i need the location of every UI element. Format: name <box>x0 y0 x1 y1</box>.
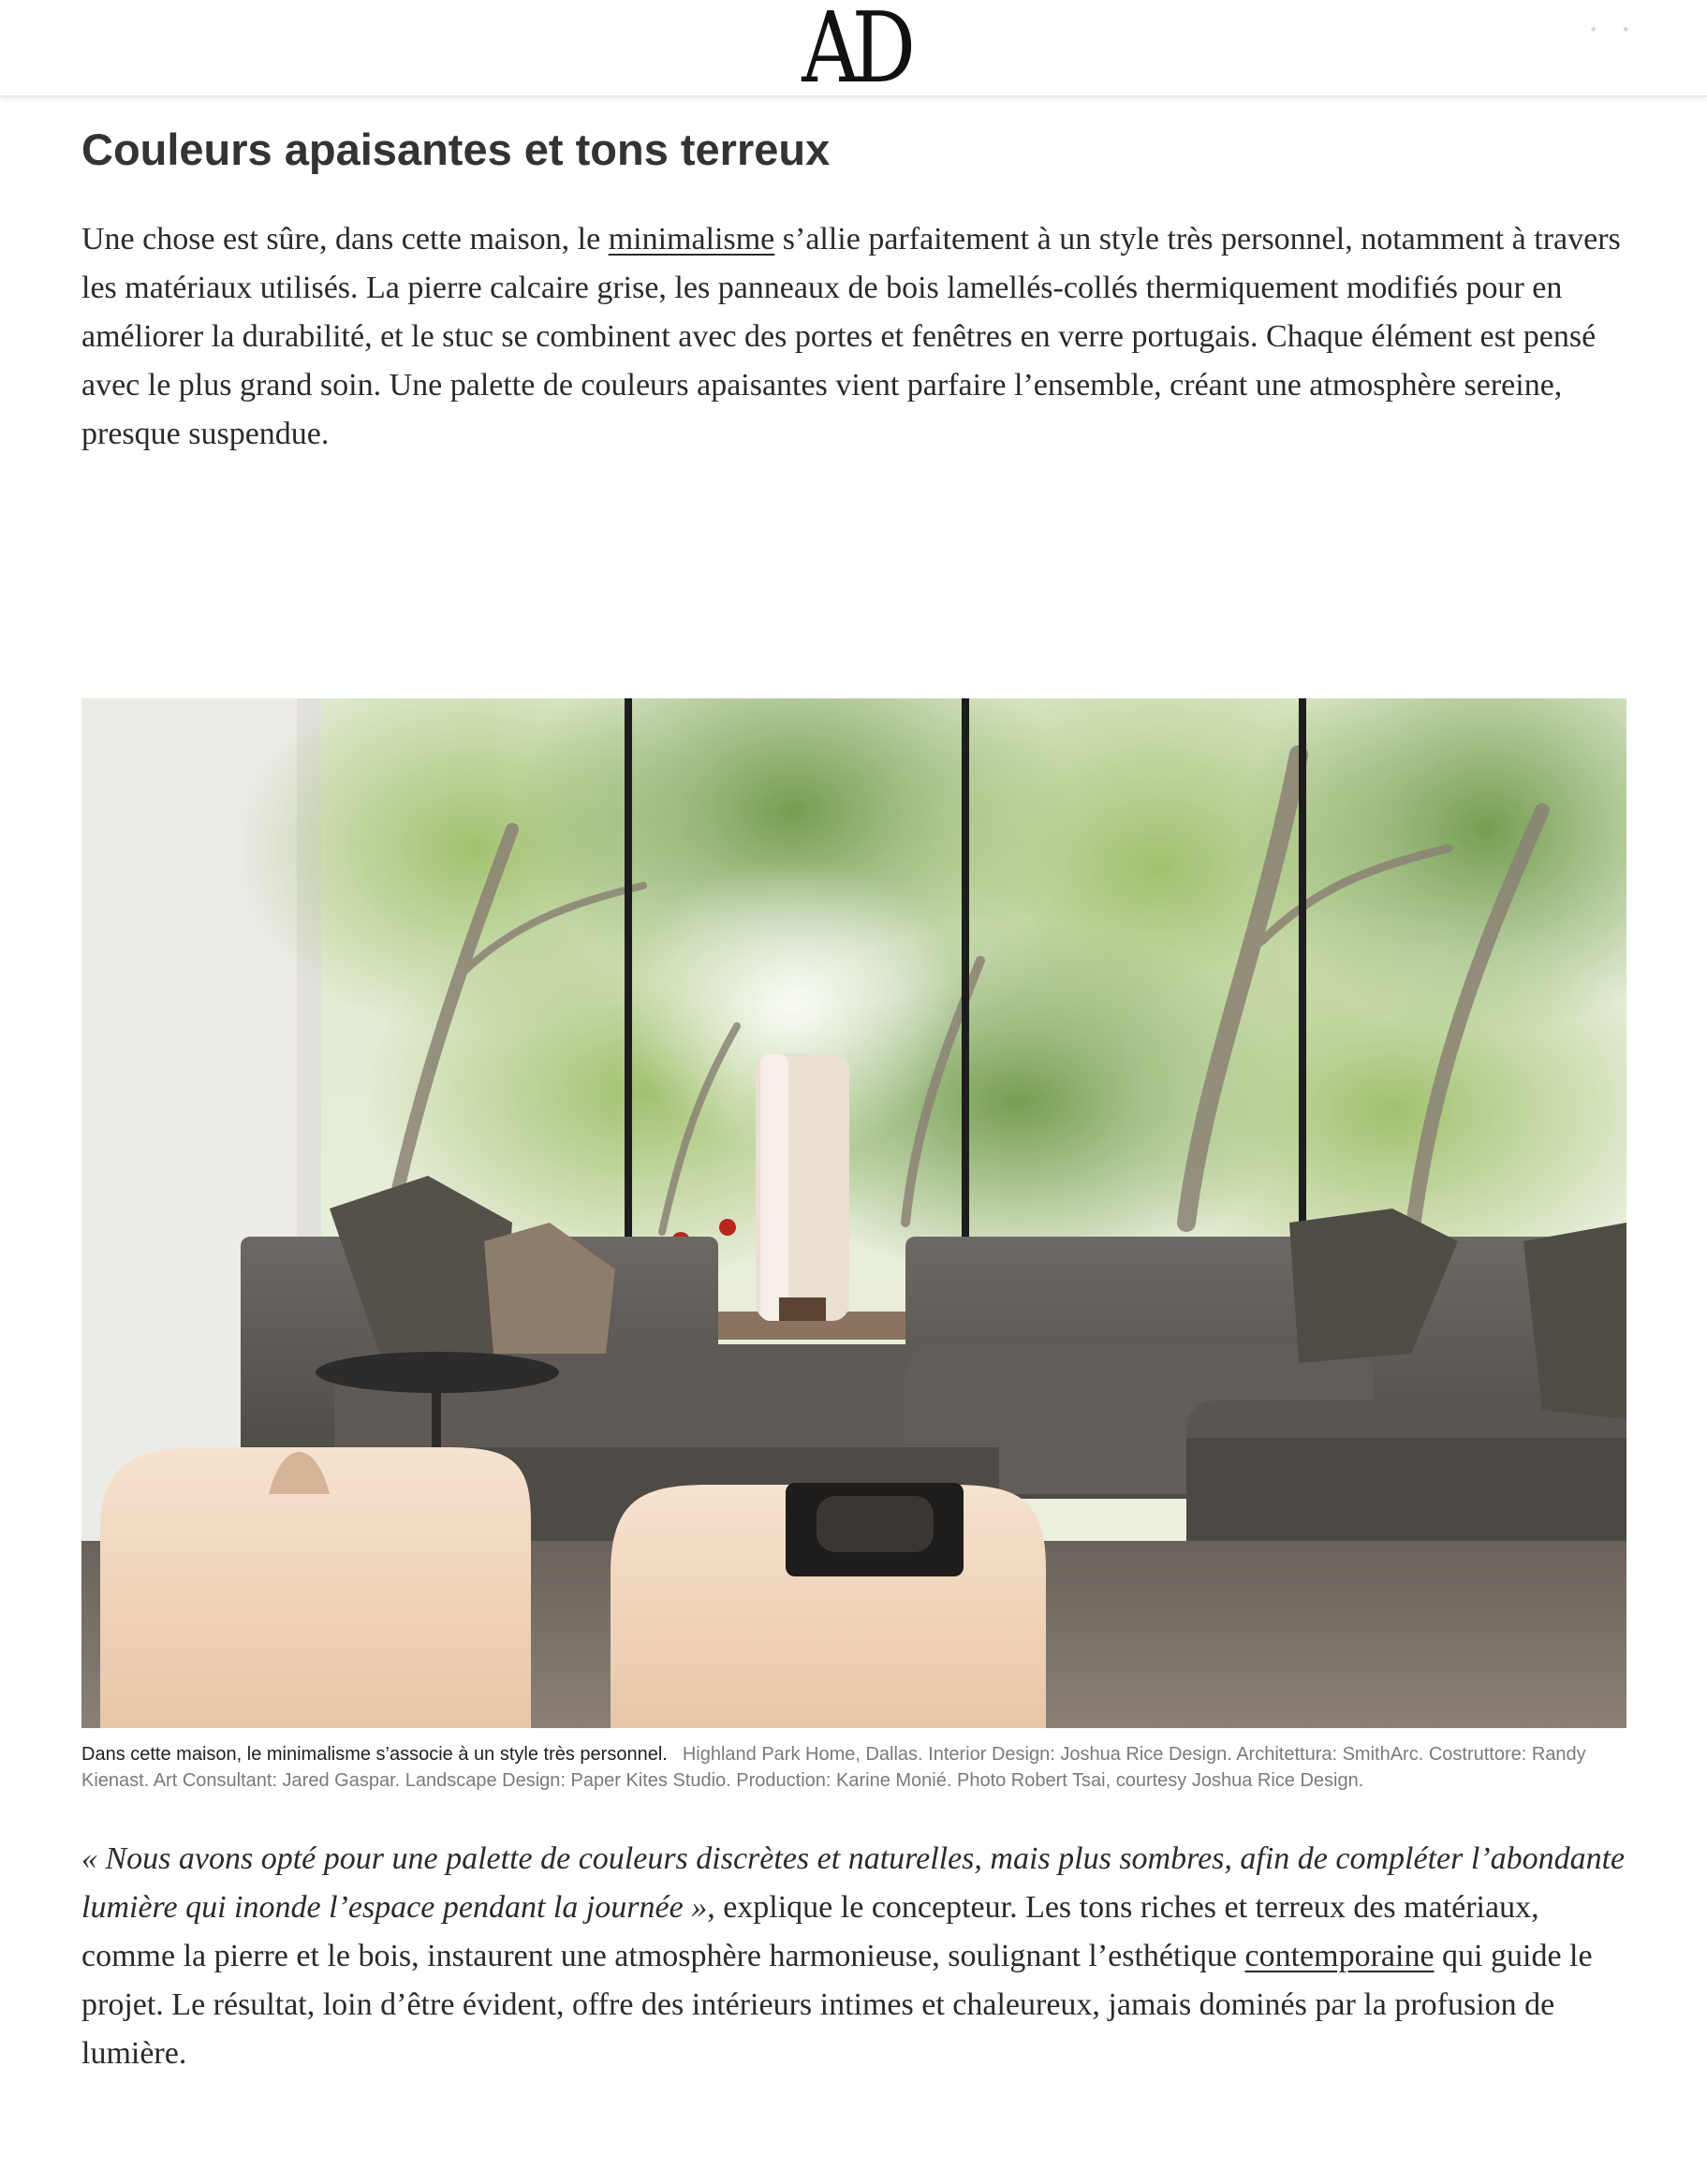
living-room-photo <box>81 698 1626 1728</box>
designer-quote: « Nous avons opté pour une palette de couleurs discrètes et naturelles, mais plus sombres, afin de compléter l’abondante lumière qui inonde l’espace pendant la journée » <box>81 1841 1626 1925</box>
caption-text: Dans cette maison, le minimalisme s’associe à un style très personnel. <box>81 1744 668 1765</box>
section-title: Couleurs apaisantes et tons terreux <box>81 125 831 174</box>
paragraph-text: qui guide le projet. Le résultat, loin d’être évident, offre des intérieurs intimes et chaleureux, jamais dominés par la profusion de lumière. <box>81 1939 1593 2071</box>
article-paragraph-1 <box>81 215 1626 459</box>
photo-caption <box>81 1741 1626 1794</box>
contemporaine-link[interactable]: contemporaine <box>1244 1939 1435 1973</box>
minimalisme-link[interactable]: minimalisme <box>608 222 775 257</box>
paragraph-text: , explique le concepteur. Les tons riches et terreux des matériaux, comme la pierre et le bois, instaurent une atmosphère harmonieuse, soulignant l’esthétique <box>81 1890 1539 1973</box>
ad-logo[interactable]: AD <box>802 0 908 105</box>
article-paragraph-2 <box>81 1835 1626 2078</box>
header-menu-icon[interactable]: • • <box>1589 21 1640 38</box>
paragraph-text: Une chose est sûre, dans cette maison, le <box>81 222 609 257</box>
site-header <box>0 0 1707 105</box>
photo-credit: Highland Park Home, Dallas. Interior Design: Joshua Rice Design. Architettura: SmithArc. Costruttore: Randy Kienast. Art Consultant: Jared Gaspar. Landscape Design: Paper Kites Studio. Production: Karine Monié. Photo Robert Tsai, courtesy Joshua Rice Design. <box>81 1744 1586 1791</box>
paragraph-text: s’allie parfaitement à un style très personnel, notamment à travers les matériaux utilisés. La pierre calcaire grise, les panneaux de bois lamellés-collés thermiquement modifiés pour en améliorer la durabilité, et le stuc se combinent avec des portes et fenêtres en verre portugais. Chaque élément est pensé avec le plus grand soin. Une palette de couleurs apaisantes vient parfaire l’ensemble, créant une atmosphère sereine, presque suspendue. <box>81 222 1621 451</box>
